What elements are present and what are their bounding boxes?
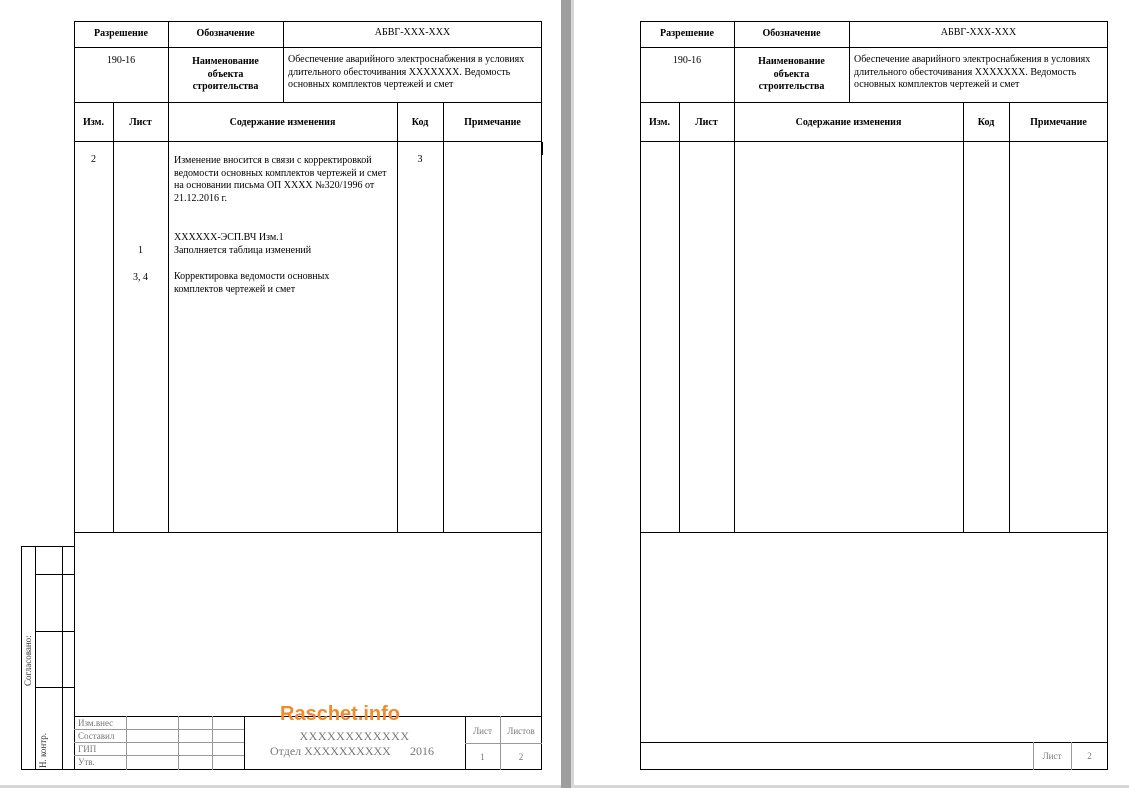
side-stamp-divider bbox=[35, 574, 75, 575]
col-rev-header: Изм. bbox=[649, 117, 670, 128]
document-code: ХХХХХХХХХХХХ bbox=[299, 729, 410, 743]
column-divider bbox=[168, 102, 169, 532]
document-page-1 bbox=[0, 0, 561, 788]
department: Отдел ХХХХХХХХХХ bbox=[270, 744, 391, 758]
header-divider bbox=[640, 102, 1108, 103]
sheets-value: 2 bbox=[518, 752, 524, 762]
col-sheet-header: Лист bbox=[129, 117, 152, 128]
title-block-divider bbox=[178, 716, 179, 770]
header-designation-label: Обозначение bbox=[196, 28, 255, 39]
entry-code: 3 bbox=[417, 154, 423, 165]
entry-rev: 2 bbox=[91, 154, 96, 165]
col-rev-header: Изм. bbox=[83, 117, 104, 128]
header-divider bbox=[640, 47, 1108, 48]
column-divider bbox=[734, 102, 735, 532]
agreed-label: Согласовано: bbox=[23, 635, 33, 686]
header-permit-label: Разрешение bbox=[94, 28, 148, 39]
table-bottom-line bbox=[640, 532, 1108, 533]
title-block-divider bbox=[126, 716, 127, 770]
page-shadow bbox=[571, 0, 574, 788]
drawing-frame bbox=[640, 21, 1108, 770]
designation-value: АБВГ-ХХХ-ХХХ bbox=[940, 27, 1017, 38]
col-note-header: Примечание bbox=[464, 117, 521, 128]
side-stamp-divider bbox=[62, 546, 63, 770]
entry-content: Изменение вносится в связи с корректировкой ведомости основных комплектов чертежей и смет на основании письма ОП ХХХХ №320/1996 от 21.12.2016 г. bbox=[174, 155, 387, 204]
title-block-row bbox=[74, 755, 244, 756]
title-block-row bbox=[465, 743, 542, 744]
header-divider bbox=[74, 47, 542, 48]
column-divider bbox=[113, 102, 114, 532]
entry-content: Заполняется таблица изменений bbox=[174, 245, 312, 256]
entry-content: ХХХХХХ-ЭСП.ВЧ Изм.1 bbox=[174, 232, 284, 243]
entry-sheet: 1 bbox=[138, 245, 143, 256]
entry-content: Корректировка ведомости основных комплектов чертежей и смет bbox=[174, 271, 330, 295]
sheet-value: 1 bbox=[480, 752, 485, 762]
designation-value: АБВГ-ХХХ-ХХХ bbox=[374, 27, 451, 38]
column-divider bbox=[1009, 102, 1010, 532]
drawing-frame bbox=[74, 21, 542, 770]
object-name-label: Наименование объекта строительства bbox=[192, 56, 259, 92]
sheets-label: Листов bbox=[507, 726, 535, 736]
col-code-header: Код bbox=[977, 117, 995, 128]
sheet-label: Лист bbox=[1042, 751, 1062, 761]
column-divider bbox=[679, 102, 680, 532]
title-block-divider bbox=[244, 716, 245, 770]
text-cursor bbox=[541, 142, 543, 155]
sheet-label: Лист bbox=[473, 726, 492, 736]
object-name-value: Обеспечение аварийного электроснабжения в условиях длительного обесточивания ХХХХХХХ. Ведомость основных комплектов чертежей и смет bbox=[854, 54, 1091, 90]
header-divider bbox=[74, 141, 542, 142]
column-divider bbox=[443, 102, 444, 532]
col-code-header: Код bbox=[411, 117, 429, 128]
column-divider bbox=[397, 102, 398, 532]
object-name-value: Обеспечение аварийного электроснабжения в условиях длительного обесточивания ХХХХХХХ. Ведомость основных комплектов чертежей и смет bbox=[288, 54, 525, 90]
col-sheet-header: Лист bbox=[695, 117, 718, 128]
side-stamp-divider bbox=[35, 687, 75, 688]
object-name-label: Наименование объекта строительства bbox=[758, 56, 825, 92]
col-content-header: Содержание изменения bbox=[795, 117, 902, 128]
permit-value: 190-16 bbox=[106, 55, 136, 66]
col-note-header: Примечание bbox=[1030, 117, 1087, 128]
title-block-row bbox=[74, 742, 244, 743]
document-page-2 bbox=[571, 0, 1129, 788]
column-divider bbox=[963, 102, 964, 532]
role-approved: Утв. bbox=[78, 757, 95, 767]
norm-control-label: Н. контр. bbox=[38, 732, 48, 768]
entry-sheet: 3, 4 bbox=[133, 272, 148, 283]
role-changed-by: Изм.внес bbox=[78, 718, 114, 728]
sheet-value: 2 bbox=[1087, 751, 1092, 761]
table-bottom-line bbox=[74, 532, 542, 533]
header-permit-label: Разрешение bbox=[660, 28, 714, 39]
side-stamp-divider bbox=[35, 546, 36, 770]
role-composed: Составил bbox=[78, 731, 115, 741]
title-block-divider bbox=[212, 716, 213, 770]
col-content-header: Содержание изменения bbox=[229, 117, 336, 128]
title-block-top bbox=[640, 742, 1108, 743]
year: 2016 bbox=[410, 744, 434, 758]
side-stamp-divider bbox=[35, 631, 75, 632]
header-divider bbox=[74, 102, 542, 103]
header-divider bbox=[640, 141, 1108, 142]
watermark-logo: Raschet.info bbox=[280, 703, 401, 725]
role-chief-engineer: ГИП bbox=[78, 744, 97, 754]
permit-value: 190-16 bbox=[672, 55, 702, 66]
header-designation-label: Обозначение bbox=[762, 28, 821, 39]
